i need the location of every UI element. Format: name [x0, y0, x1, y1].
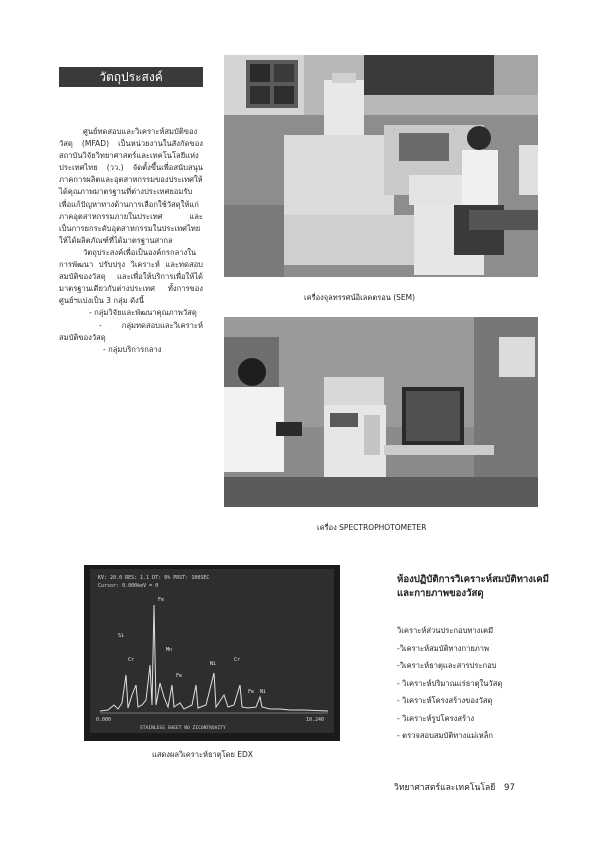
- edx-peak-label: Cr: [234, 657, 241, 663]
- lab-title: ห้องปฏิบัติการวิเคราะห์สมบัติทางเคมีและกายภาพของวัสดุ: [397, 574, 549, 599]
- group-item: - กลุ่มทดสอบและวิเคราะห์สมบัติของวัสดุ: [59, 320, 203, 342]
- lab-item: -วิเคราะห์ธาตุและสารประกอบ: [397, 661, 497, 670]
- edx-right-scale: 10.240: [306, 717, 325, 723]
- edx-cursor-line: Cursor: 0.000keV = 0: [98, 583, 159, 589]
- sem-photo: [224, 55, 538, 277]
- edx-peak-label: Si: [118, 633, 125, 639]
- edx-peak-label: Fe: [158, 597, 165, 603]
- edx-peak-label: Mn: [166, 647, 173, 653]
- edx-left-scale: 0.000: [96, 717, 112, 723]
- page-footer: [394, 780, 544, 794]
- body-text-column: [59, 126, 203, 356]
- lab-item: - ตรวจสอบสมบัติทางแม่เหล็ก: [397, 731, 494, 740]
- group-item: - กลุ่มวิจัยและพัฒนาคุณภาพวัสดุ: [89, 308, 197, 318]
- group-item: - กลุ่มบริการกลาง: [103, 344, 162, 354]
- spectrophotometer-photo: [224, 317, 538, 507]
- footer-text: วิทยาศาสตร์และเทคโนโลยี: [394, 783, 496, 793]
- objective-paragraph: วัตถุประสงค์เพื่อเป็นองค์กรกลางในการพัฒนา ปรับปรุง วิเคราะห์ และทดสอบสมบัติของวัสดุ และเพื่อให้บริการเพื่อให้ได้มาตรฐานเดียวกับต่างประเทศ ทั้งการของศูนย์ฯแบ่งเป็น 3 กลุ่ม ดังนี้: [59, 247, 203, 306]
- spectrophotometer-caption: เครื่อง SPECTROPHOTOMETER: [317, 523, 427, 532]
- edx-screen: [84, 565, 340, 741]
- edx-caption: แสดงผลวิเคราะห์ธาตุโดย EDX: [152, 750, 253, 759]
- sem-caption: เครื่องจุลทรรศน์อิเลคตรอน (SEM): [304, 293, 416, 302]
- lab-item: -วิเคราะห์สมบัติทางกายภาพ: [397, 643, 490, 653]
- lab-item: - วิเคราะห์ปริมาณแร่ธาตุในวัสดุ: [397, 678, 503, 688]
- sem-photo-illustration: [224, 55, 538, 277]
- section-heading: วัตถุประสงค์: [59, 67, 203, 87]
- lab-item: - วิเคราะห์รูปโครงสร้าง: [397, 713, 475, 723]
- page-number: 97: [504, 783, 515, 793]
- edx-peak-label: Fe: [248, 689, 255, 695]
- edx-peak-label: Ni: [260, 689, 267, 695]
- group-list: [59, 307, 203, 355]
- intro-paragraph: ศูนย์ทดสอบและวิเคราะห์สมบัติของวัสดุ (MFAD) เป็นหน่วยงานในสังกัดของสถาบันวิจัยวิทยาศาสตร์และเทคโนโลยีแห่งประเทศไทย (วว.) จัดตั้งขึ้นเพื่อสนับสนุนภาคการผลิตและอุตสาหกรรมของประเทศให้ได้คุณภาพมาตรฐานที่ต่างประเทศยอมรับ เพื่อแก้ปัญหาทางด้านการเลือกใช้วัสดุให้แก่ภาคอุตสาหกรรมภายในประเทศ และเป็นการยกระดับอุตสาหกรรมในประเทศไทยให้ได้ผลิตภัณฑ์ที่ได้มาตรฐานสากล: [59, 127, 203, 245]
- edx-peak-label: Fe: [176, 673, 183, 679]
- edx-top-line: KV: 20.0 RES: 1.1 DT: 0% PRST: 100SEC: [98, 575, 210, 581]
- lab-item-list: [397, 622, 557, 745]
- lab-item: วิเคราะห์ส่วนประกอบทางเคมี: [397, 626, 494, 635]
- edx-spectrum: [84, 565, 340, 741]
- edx-peak-label: Ni: [210, 661, 217, 667]
- spectro-photo-illustration: [224, 317, 538, 507]
- edx-sample-label: STAINLESS SHEET NO ZICONTROVITY: [140, 726, 226, 731]
- edx-peak-label: Cr: [128, 657, 135, 663]
- lab-item: - วิเคราะห์โครงสร้างของวัสดุ: [397, 696, 493, 705]
